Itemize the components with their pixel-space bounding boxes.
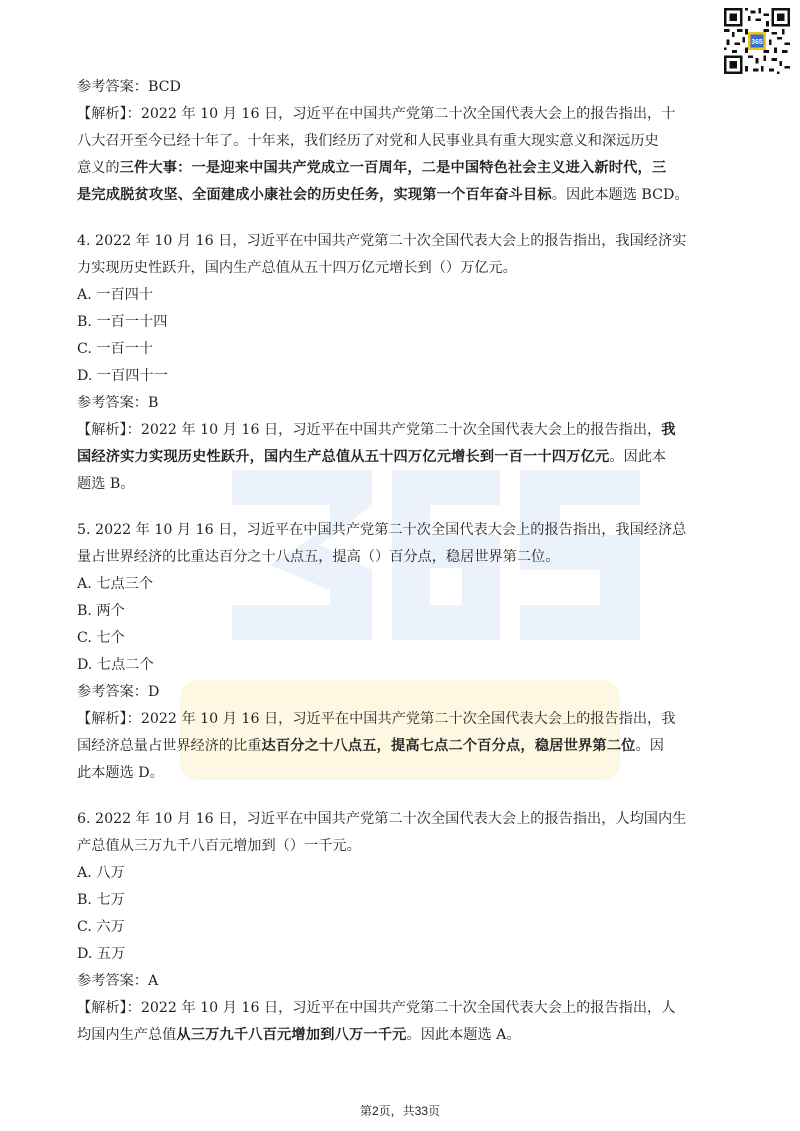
- option-a: A. 一百四十: [77, 287, 154, 303]
- analysis-block: [77, 101, 745, 209]
- question-6-block: [77, 806, 745, 1049]
- analysis-text-run: 【解析】：2022 年 10 月 16 日，习近平在中国共产党第二十次全国代表大会上的报告指出，十: [77, 106, 676, 122]
- analysis-line: [77, 706, 745, 733]
- analysis-bold-run: 我: [661, 422, 676, 438]
- analysis-text-run: 【解析】：2022 年 10 月 16 日，习近平在中国共产党第二十次全国代表大会上的报告指出，人: [77, 1000, 676, 1016]
- question-3-block: [77, 74, 745, 209]
- qr-code-icon[interactable]: [724, 8, 790, 74]
- analysis-bold-run: 从三万九千八百元增加到八万一千元: [176, 1027, 407, 1043]
- analysis-line: [77, 182, 745, 209]
- analysis-line: [77, 995, 745, 1022]
- question-5-block: [77, 517, 745, 787]
- question-stem-line: 6. 2022 年 10 月 16 日，习近平在中国共产党第二十次全国代表大会上的报告指出，人均国内生: [77, 811, 687, 827]
- analysis-line: [77, 1022, 745, 1049]
- analysis-line: [77, 444, 745, 471]
- analysis-text-run: 此本题选 D。: [77, 765, 164, 781]
- answer-line: 参考答案：B: [77, 395, 159, 411]
- analysis-line: [77, 155, 745, 182]
- analysis-bold-run: 是完成脱贫攻坚、全面建成小康社会的历史任务，实现第一个百年奋斗目标: [77, 187, 552, 203]
- option-d: D. 七点二个: [77, 657, 154, 673]
- qr-badge-text: 365: [751, 39, 763, 47]
- question-stem-line: 产总值从三万九千八百元增加到（）一千元。: [77, 838, 361, 854]
- analysis-text-run: 均国内生产总值: [77, 1027, 177, 1043]
- question-stem-line: 量占世界经济的比重达百分之十八点五，提高（）百分点，稳居世界第二位。: [77, 549, 560, 565]
- analysis-text-run: 【解析】：2022 年 10 月 16 日，习近平在中国共产党第二十次全国代表大会上的报告指出，我: [77, 711, 676, 727]
- analysis-line: [77, 417, 745, 444]
- option-b: B. 两个: [77, 603, 125, 619]
- analysis-text-run: 。因: [635, 738, 664, 754]
- analysis-line: [77, 760, 745, 787]
- option-c: C. 一百一十: [77, 341, 154, 357]
- analysis-bold-run: 国经济实力实现历史性跃升，国内生产总值从五十四万亿元增长到一百一十四万亿元: [77, 449, 610, 465]
- analysis-text-run: 题选 B。: [77, 476, 135, 492]
- analysis-text-run: 国经济总量占世界经济的比重: [77, 738, 262, 754]
- answer-line: 参考答案：D: [77, 684, 160, 700]
- option-d: D. 五万: [77, 946, 126, 962]
- analysis-line: [77, 471, 745, 498]
- analysis-block: [77, 417, 745, 498]
- analysis-block: [77, 706, 745, 787]
- answer-line: 参考答案：BCD: [77, 79, 181, 95]
- question-content: [77, 74, 745, 1049]
- question-stem-line: 力实现历史性跃升，国内生产总值从五十四万亿元增长到（）万亿元。: [77, 260, 517, 276]
- option-b: B. 七万: [77, 892, 125, 908]
- analysis-line: [77, 733, 745, 760]
- analysis-text-run: 。因此本题选 A。: [406, 1027, 521, 1043]
- option-c: C. 七个: [77, 630, 125, 646]
- analysis-text-run: 。因此本题选 BCD。: [551, 187, 689, 203]
- page-number: 第2页，共33页: [359, 1104, 441, 1118]
- analysis-line: [77, 128, 745, 155]
- question-4-block: [77, 228, 745, 498]
- analysis-text-run: 意义的: [77, 160, 120, 176]
- option-b: B. 一百一十四: [77, 314, 168, 330]
- analysis-bold-run: 三件大事：一是迎来中国共产党成立一百周年，二是中国特色社会主义进入新时代，三: [119, 160, 667, 176]
- option-d: D. 一百四十一: [77, 368, 168, 384]
- option-c: C. 六万: [77, 919, 125, 935]
- option-a: A. 八万: [77, 865, 125, 881]
- question-stem-line: 4. 2022 年 10 月 16 日，习近平在中国共产党第二十次全国代表大会上的报告指出，我国经济实: [77, 233, 687, 249]
- analysis-block: [77, 995, 745, 1049]
- analysis-bold-run: 达百分之十八点五，提高七点二个百分点，稳居世界第二位: [261, 738, 636, 754]
- question-stem-line: 5. 2022 年 10 月 16 日，习近平在中国共产党第二十次全国代表大会上的报告指出，我国经济总: [77, 522, 687, 538]
- analysis-text-run: 【解析】：2022 年 10 月 16 日，习近平在中国共产党第二十次全国代表大会上的报告指出，: [77, 422, 662, 438]
- analysis-text-run: 八大召开至今已经十年了。十年来，我们经历了对党和人民事业具有重大现实意义和深远历史: [77, 133, 659, 149]
- analysis-text-run: 。因此本: [609, 449, 667, 465]
- answer-line: 参考答案：A: [77, 973, 159, 989]
- option-a: A. 七点三个: [77, 576, 154, 592]
- analysis-line: [77, 101, 745, 128]
